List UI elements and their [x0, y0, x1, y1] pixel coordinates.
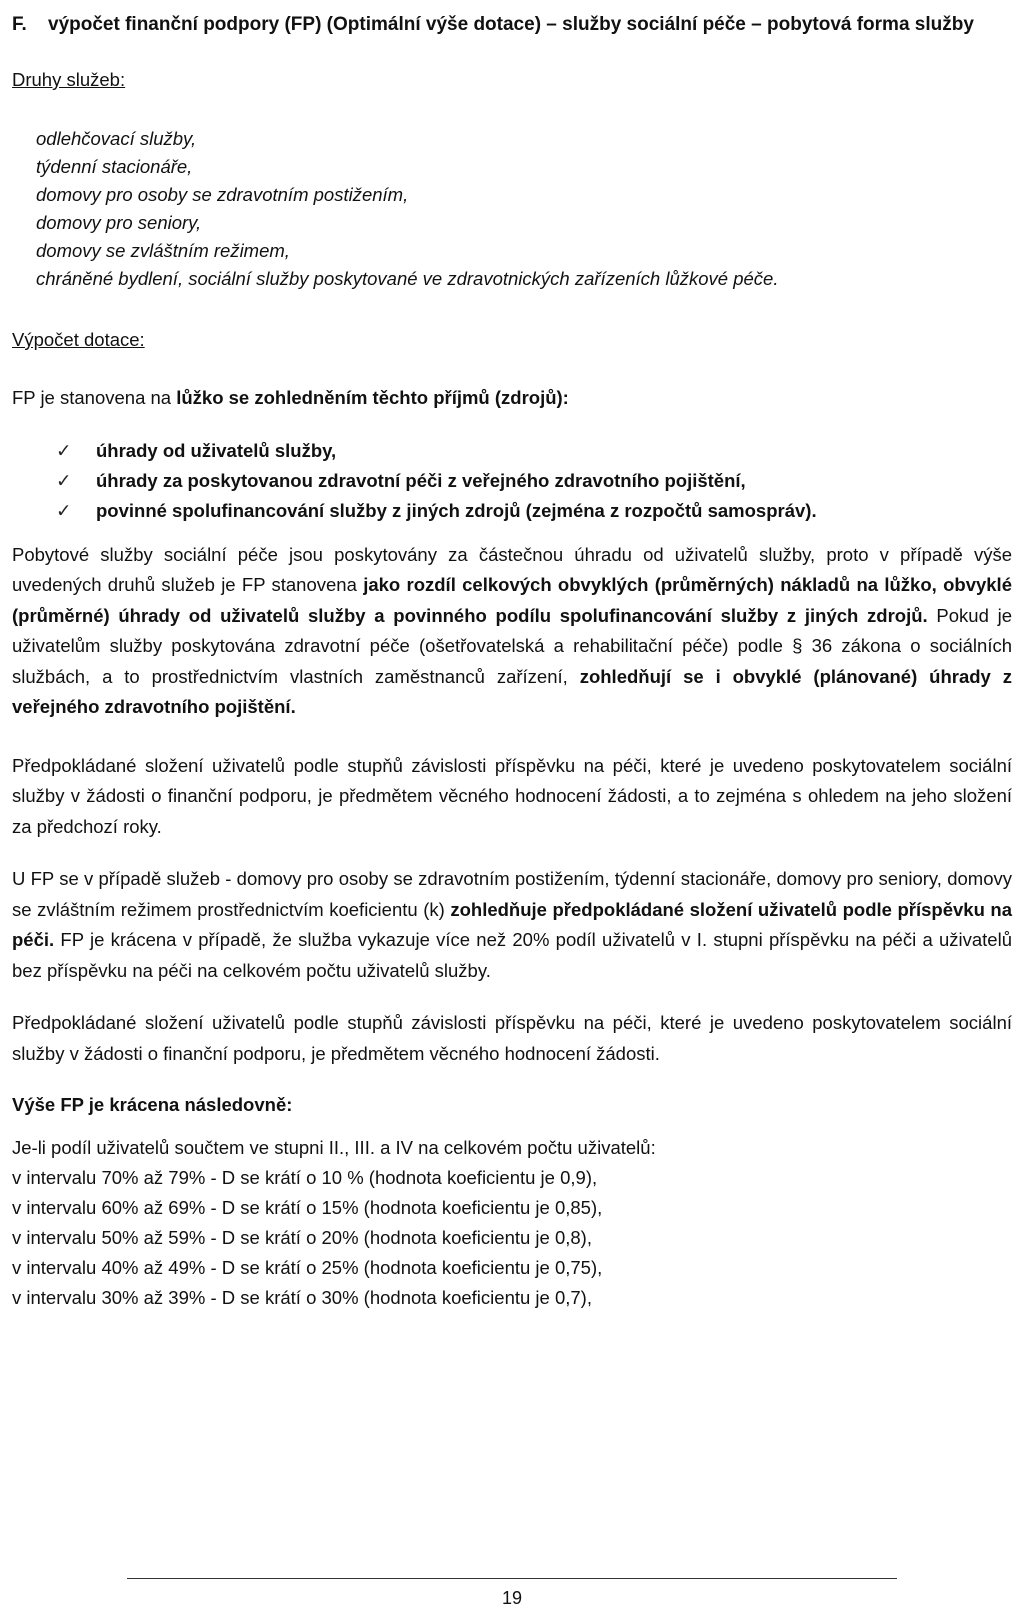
section-title — [12, 10, 1012, 39]
intro-bold-text: lůžko se zohledněním těchto příjmů (zdrojů): — [176, 387, 569, 408]
paragraph-text: Pokud je uživatelům služby poskytována zdravotní péče (ošetřovatelská a rehabilitační péče) podle § 36 zákona o sociálních službách, a to prostřednictvím vlastních zaměstnanců zařízení, — [12, 604, 1012, 687]
paragraph-user-composition-evaluation: Předpokládané složení uživatelů podle stupňů závislosti příspěvku na péči, které je uvedeno poskytovatelem sociální služby v žádosti o finanční podporu, je předmětem věcného hodnocení žádosti. — [12, 1012, 1012, 1064]
page-number: 19 — [501, 1588, 523, 1608]
interval-item: v intervalu 50% až 59% - D se krátí o 20% (hodnota koeficientu je 0,8), — [12, 1227, 592, 1248]
income-source-item — [12, 436, 1012, 466]
service-item: domovy se zvláštním režimem, — [36, 240, 290, 261]
paragraph-bold-text: zohledňují se i obvyklé (plánované) úhrady z veřejného zdravotního pojištění. — [12, 665, 1012, 717]
checkmark-icon: ✓ — [56, 439, 72, 461]
paragraph-text: Pobytové služby sociální péče jsou poskytovány za částečnou úhradu od uživatelů služby, proto v případě výše uvedených druhů služeb je FP stanovena — [12, 543, 1012, 595]
reduction-intervals-list — [12, 1163, 1012, 1313]
services-list — [36, 125, 1012, 293]
income-sources-list — [12, 436, 1012, 526]
section-letter: F. — [12, 14, 27, 35]
interval-item: v intervalu 70% až 79% - D se krátí o 10 % (hodnota koeficientu je 0,9), — [12, 1167, 598, 1188]
intro-text: FP je stanovena na — [12, 387, 177, 408]
service-item: domovy pro seniory, — [36, 212, 202, 233]
paragraph-user-composition: Předpokládané složení uživatelů podle stupňů závislosti příspěvku na péči, které je uvedeno poskytovatelem sociální služby v žádosti o finanční podporu, je předmětem věcného hodnocení žádosti, a to zejména s ohledem na jeho složení za předchozí roky. — [12, 754, 1012, 837]
interval-item: v intervalu 30% až 39% - D se krátí o 30% (hodnota koeficientu je 0,7), — [12, 1287, 592, 1308]
calculation-intro — [12, 383, 1012, 414]
interval-item: v intervalu 60% až 69% - D se krátí o 15% (hodnota koeficientu je 0,85), — [12, 1197, 603, 1218]
service-item: týdenní stacionáře, — [36, 156, 193, 177]
income-source-label: úhrady za poskytovanou zdravotní péči z veřejného zdravotního pojištění, — [96, 469, 746, 491]
page-footer — [0, 1578, 1024, 1609]
income-source-item — [12, 496, 1012, 526]
paragraph-text: FP je krácena v případě, že služba vykazuje více než 20% podíl uživatelů v I. stupni příspěvku na péči a uživatelů bez příspěvku na péči na celkovém počtu uživatelů služby. — [12, 929, 1012, 981]
paragraph-residential-services — [12, 540, 1012, 723]
section-title-text: výpočet finanční podpory (FP) (Optimální výše dotace) – služby sociální péče – pobytová forma služby — [48, 14, 974, 35]
footer-divider — [127, 1578, 897, 1579]
paragraph-bold-text: jako rozdíl celkových obvyklých (průměrných) nákladů na lůžko, obvyklé (průměrné) úhrady od uživatelů služby a povinného podílu spolufinancování služby z jiných zdrojů. — [12, 574, 1012, 626]
reduction-intro: Je-li podíl uživatelů součtem ve stupni II., III. a IV na celkovém počtu uživatelů: — [12, 1137, 656, 1158]
service-item: odlehčovací služby, — [36, 128, 197, 149]
checkmark-icon: ✓ — [56, 469, 72, 491]
service-item: chráněné bydlení, sociální služby poskytované ve zdravotnických zařízeních lůžkové péče. — [36, 268, 779, 289]
income-source-label: úhrady od uživatelů služby, — [96, 439, 337, 461]
paragraph-bold-text: zohledňuje předpokládané složení uživatelů podle příspěvku na péči. — [12, 898, 1012, 950]
calculation-heading: Výpočet dotace: — [12, 329, 145, 350]
services-heading: Druhy služeb: — [12, 69, 126, 90]
paragraph-text: U FP se v případě služeb - domovy pro osoby se zdravotním postižením, týdenní stacionáře, domovy pro seniory, domovy se zvláštním režimem prostřednictvím koeficientu (k) — [12, 868, 1012, 920]
income-source-item — [12, 466, 1012, 496]
service-item: domovy pro osoby se zdravotním postižením, — [36, 184, 409, 205]
paragraph-coefficient — [12, 864, 1012, 986]
income-source-label: povinné spolufinancování služby z jiných zdrojů (zejména z rozpočtů samospráv). — [96, 499, 817, 521]
reduction-heading: Výše FP je krácena následovně: — [12, 1094, 293, 1115]
interval-item: v intervalu 40% až 49% - D se krátí o 25% (hodnota koeficientu je 0,75), — [12, 1257, 603, 1278]
checkmark-icon: ✓ — [56, 499, 72, 521]
